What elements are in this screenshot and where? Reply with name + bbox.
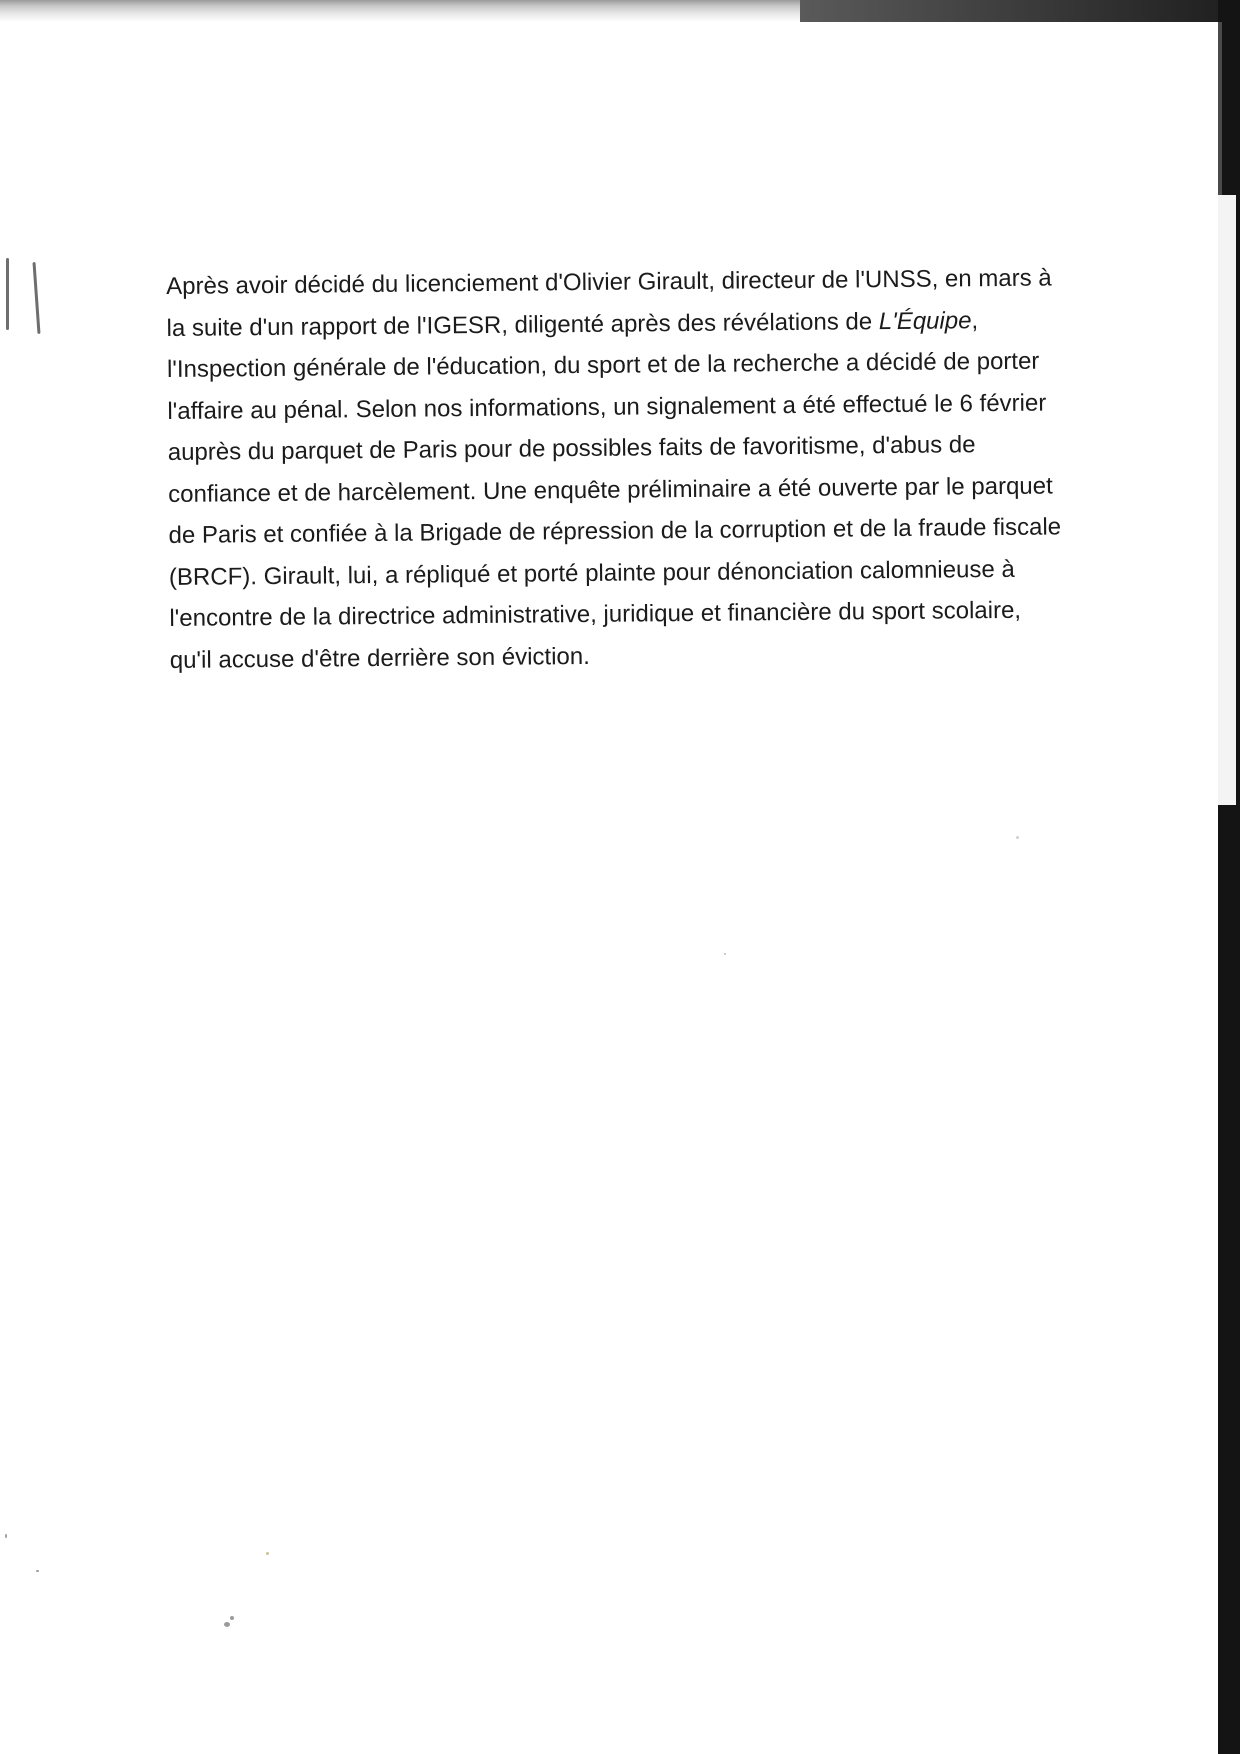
document-page — [166, 266, 1066, 681]
paragraph-text-end: , l'Inspection générale de l'éducation, du sport et de la recherche a décidé de porter l'affaire au pénal. Selon nos informations, un signalement a été effectué le 6 février auprès du parquet de Paris pour de possibles faits de favoritisme, d'abus de confiance et de harcèlement. Une enquête préliminaire a été ouverte par le parquet de Paris et confiée à la Brigade de répression de la corruption et de la fraude fiscale (BRCF). Girault, lui, a répliqué et porté plainte pour dénonciation calomnieuse à l'encontre de la directrice administrative, juridique et financière du sport scolaire, qu'il accuse d'être derrière son éviction. — [166, 306, 1062, 674]
binding-mark — [6, 258, 9, 330]
scan-top-shadow — [800, 0, 1240, 22]
scan-speck — [36, 1570, 39, 1572]
scan-right-edge-shade — [1218, 22, 1222, 197]
binding-mark — [32, 262, 40, 334]
scan-speck — [724, 953, 726, 955]
scan-speck — [230, 1616, 234, 1620]
paragraph-text-start: Après avoir décidé du licenciement d'Olivier Girault, directeur de l'UNSS, en mars à la suite d'un rapport de l'IGESR, diligenté après des révélations de — [166, 264, 1052, 342]
scan-right-edge-paper — [1218, 195, 1236, 805]
scan-speck — [266, 1552, 269, 1555]
publication-name: L'Équipe — [878, 306, 972, 335]
scan-speck — [1016, 836, 1019, 839]
scan-speck — [5, 1534, 7, 1538]
scan-speck — [224, 1622, 230, 1627]
article-paragraph — [166, 257, 1070, 681]
